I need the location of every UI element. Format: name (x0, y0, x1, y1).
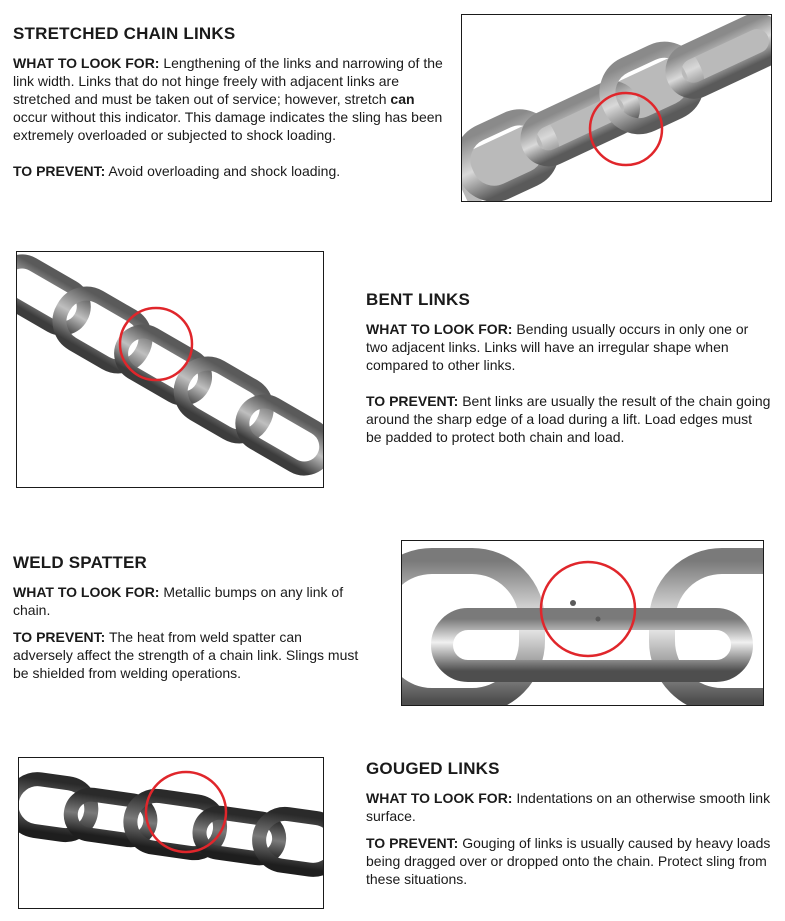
section-title: BENT LINKS (366, 290, 470, 309)
prevent-text: TO PREVENT: Gouging of links is usually caused by heavy loads being dragged over or dropped onto the chain. Protect sling from these situations. (366, 835, 771, 887)
section-stretched-links (13, 24, 443, 180)
section-title: WELD SPATTER (13, 553, 147, 572)
gouged-chain-photo (18, 757, 324, 909)
look-for-text: WHAT TO LOOK FOR: Bending usually occurs in only one or two adjacent links. Links will have an irregular shape when compared to other links. (366, 321, 749, 373)
bent-chain-icon (17, 252, 323, 487)
section-weld-spatter (13, 553, 363, 682)
look-for-label: WHAT TO LOOK FOR: (366, 321, 513, 337)
look-for-text: WHAT TO LOOK FOR: Indentations on an otherwise smooth link surface. (366, 790, 771, 824)
look-for-label: WHAT TO LOOK FOR: (13, 584, 160, 600)
gouged-chain-icon (19, 758, 323, 908)
look-for-label: WHAT TO LOOK FOR: (13, 55, 160, 71)
prevent-text: TO PREVENT: Bent links are usually the result of the chain going around the sharp edge of a load during a lift. Load edges must be padded to protect both chain and load. (366, 393, 771, 445)
prevent-label: TO PREVENT: (13, 629, 106, 645)
prevent-label: TO PREVENT: (366, 393, 459, 409)
weld-spatter-chain-icon (402, 541, 763, 705)
prevent-label: TO PREVENT: (366, 835, 459, 851)
look-for-text: WHAT TO LOOK FOR: Lengthening of the links and narrowing of the link width. Links that do not hinge freely with adjacent links are stretched and must be taken out of service; however, stretch can occur without this indicator. This damage indicates the sling has been extremely overloaded or subjected to shock loading. (13, 55, 443, 143)
prevent-text: TO PREVENT: Avoid overloading and shock loading. (13, 163, 341, 179)
bent-chain-photo (16, 251, 324, 488)
stretched-chain-icon (462, 15, 771, 201)
weld-spatter-chain-photo (401, 540, 764, 706)
look-for-label: WHAT TO LOOK FOR: (366, 790, 513, 806)
section-gouged-links (366, 759, 771, 888)
prevent-text: TO PREVENT: The heat from weld spatter can adversely affect the strength of a chain link. Slings must be shielded from welding operations. (13, 629, 359, 681)
section-title: STRETCHED CHAIN LINKS (13, 24, 236, 43)
prevent-label: TO PREVENT: (13, 163, 106, 179)
stretched-chain-photo (461, 14, 772, 202)
section-title: GOUGED LINKS (366, 759, 500, 778)
section-bent-links (366, 290, 771, 446)
look-for-text: WHAT TO LOOK FOR: Metallic bumps on any link of chain. (13, 584, 344, 618)
